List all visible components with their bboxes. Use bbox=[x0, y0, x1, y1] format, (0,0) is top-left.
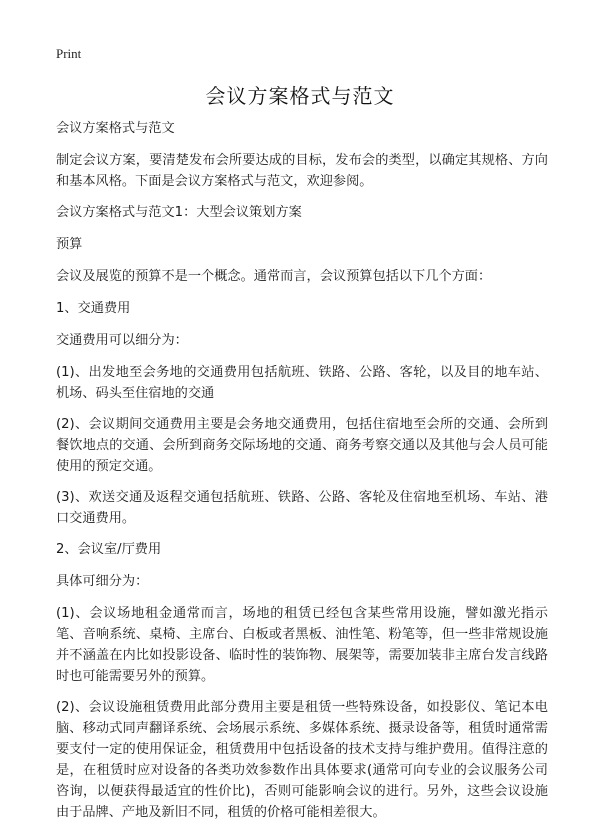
section-heading: 会议方案格式与范文1：大型会议策划方案 bbox=[56, 205, 302, 220]
print-link[interactable]: Print bbox=[56, 46, 82, 61]
article-body bbox=[56, 118, 548, 833]
page-title: 会议方案格式与范文 bbox=[205, 84, 395, 108]
list-item: (1)、会议场地租金通常而言，场地的租赁已经包含某些常用设施，譬如激光指示笔、音响系统、桌椅、主席台、白板或者黑板、油性笔、粉笔等，但一些非常规设施并不涵盖在内比如投影设备、临时性的装饰物、展架等，需要加装非主席台发言线路时也可能需要另外的预算。 bbox=[56, 606, 548, 684]
list-item: (1)、出发地至会务地的交通费用包括航班、铁路、公路、客轮，以及目的地车站、机场、码头至住宿地的交通 bbox=[56, 365, 548, 401]
list-item: (2)、会议期间交通费用主要是会务地交通费用，包括住宿地至会所的交通、会所到餐饮地点的交通、会所到商务交际场地的交通、商务考察交通以及其他与会人员可能使用的预定交通。 bbox=[56, 417, 548, 474]
list-item: (3)、欢送交通及返程交通包括航班、铁路、公路、客轮及住宿地至机场、车站、港口交通费用。 bbox=[56, 490, 548, 526]
intro-paragraph: 制定会议方案，要清楚发布会所要达成的目标，发布会的类型，以确定其规格、方向和基本风格。下面是会议方案格式与范文，欢迎参阅。 bbox=[56, 153, 548, 189]
subtitle: 会议方案格式与范文 bbox=[56, 121, 175, 136]
paragraph: 会议及展览的预算不是一个概念。通常而言，会议预算包括以下几个方面： bbox=[56, 269, 492, 284]
item-heading-transport: 1、交通费用 bbox=[56, 301, 131, 316]
paragraph: 具体可细分为： bbox=[56, 574, 149, 589]
item-heading-venue: 2、会议室/厅费用 bbox=[56, 542, 162, 557]
list-item: (2)、会议设施租赁费用此部分费用主要是租赁一些特殊设备，如投影仪、笔记本电脑、移动式同声翻译系统、会场展示系统、多媒体系统、摄录设备等，租赁时通常需要支付一定的使用保证金，租赁费用中包括设备的技术支持与维护费用。值得注意的是，在租赁时应对设备的各类功效参数作出具体要求(通常可向专业的会议服务公司咨询，以便获得最适宜的性价比)，否则可能影响会议的进行。另外，这些会议设施由于品牌、产地及新旧不同，租赁的价格可能相差很大。 bbox=[56, 700, 548, 820]
paragraph: 交通费用可以细分为： bbox=[56, 333, 188, 348]
budget-heading: 预算 bbox=[56, 237, 83, 252]
